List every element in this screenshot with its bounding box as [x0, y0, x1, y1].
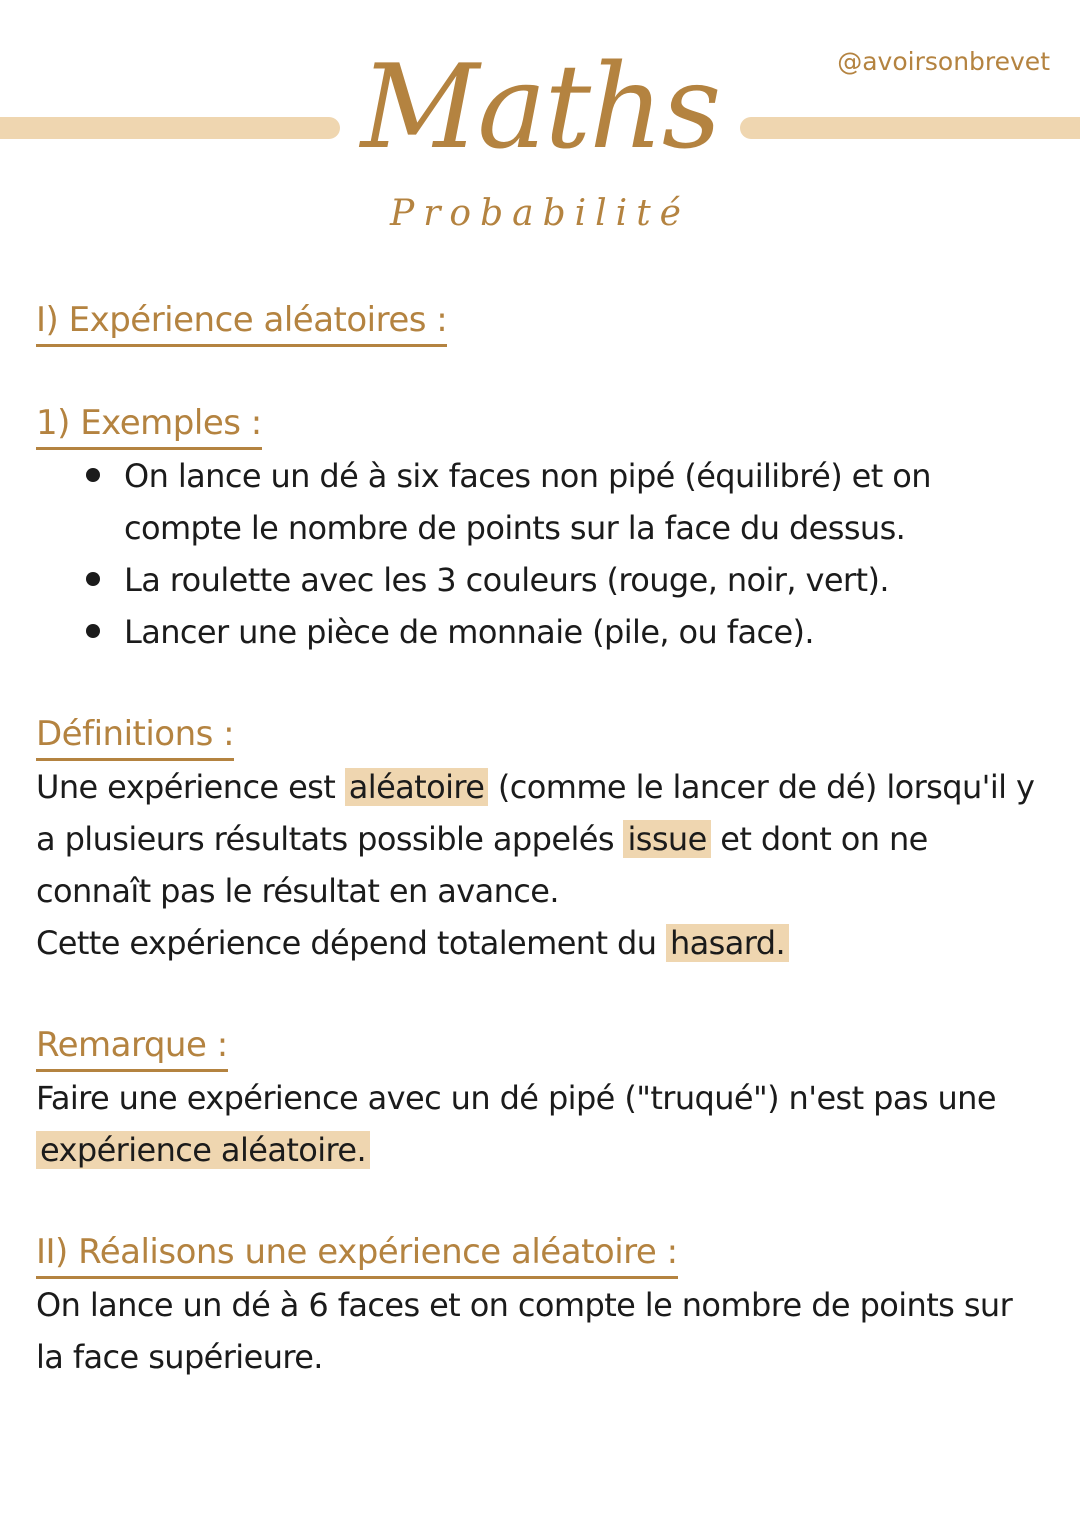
- highlight-experience-aleatoire: expérience aléatoire.: [36, 1131, 370, 1169]
- definition-text-2: Cette expérience dépend totalement du hasard.: [36, 917, 1046, 969]
- content: [36, 296, 1046, 1383]
- examples-heading: 1) Exemples :: [36, 399, 262, 450]
- definitions-section: [36, 710, 1046, 969]
- section-2-text: On lance un dé à 6 faces et on compte le nombre de points sur la face supérieure.: [36, 1286, 1013, 1376]
- remark-section: [36, 1021, 1046, 1176]
- remark-heading: Remarque :: [36, 1021, 228, 1072]
- section-1-heading: I) Expérience aléatoires :: [36, 296, 447, 347]
- section-2: [36, 1228, 1046, 1383]
- section-2-heading: II) Réalisons une expérience aléatoire :: [36, 1228, 678, 1279]
- remark-text: Faire une expérience avec un dé pipé ("truqué") n'est pas une expérience aléatoire.: [36, 1079, 996, 1169]
- definition-text: Une expérience est aléatoire (comme le lancer de dé) lorsqu'il y a plusieurs résultats possible appelés issue et dont on ne connaît pas le résultat en avance.: [36, 768, 1035, 910]
- highlight-issue: issue: [623, 820, 710, 858]
- examples-list: [36, 450, 1046, 658]
- bullet-icon: [86, 624, 100, 638]
- page-subtitle: Probabilité: [390, 193, 690, 234]
- author-handle: @avoirsonbrevet: [837, 47, 1050, 76]
- bullet-icon: [86, 468, 100, 482]
- list-item: Lancer une pièce de monnaie (pile, ou face).: [86, 606, 1046, 658]
- list-item: On lance un dé à six faces non pipé (équilibré) et on compte le nombre de points sur la face du dessus.: [86, 450, 1046, 554]
- page-title: Maths: [360, 40, 720, 175]
- examples-section: [36, 399, 1046, 658]
- definitions-heading: Définitions :: [36, 710, 234, 761]
- header-bar-right: [740, 117, 1080, 139]
- highlight-hasard: hasard.: [666, 924, 789, 962]
- bullet-icon: [86, 572, 100, 586]
- header-bar-left: [0, 117, 340, 139]
- highlight-aleatoire: aléatoire: [345, 768, 489, 806]
- list-item: La roulette avec les 3 couleurs (rouge, noir, vert).: [86, 554, 1046, 606]
